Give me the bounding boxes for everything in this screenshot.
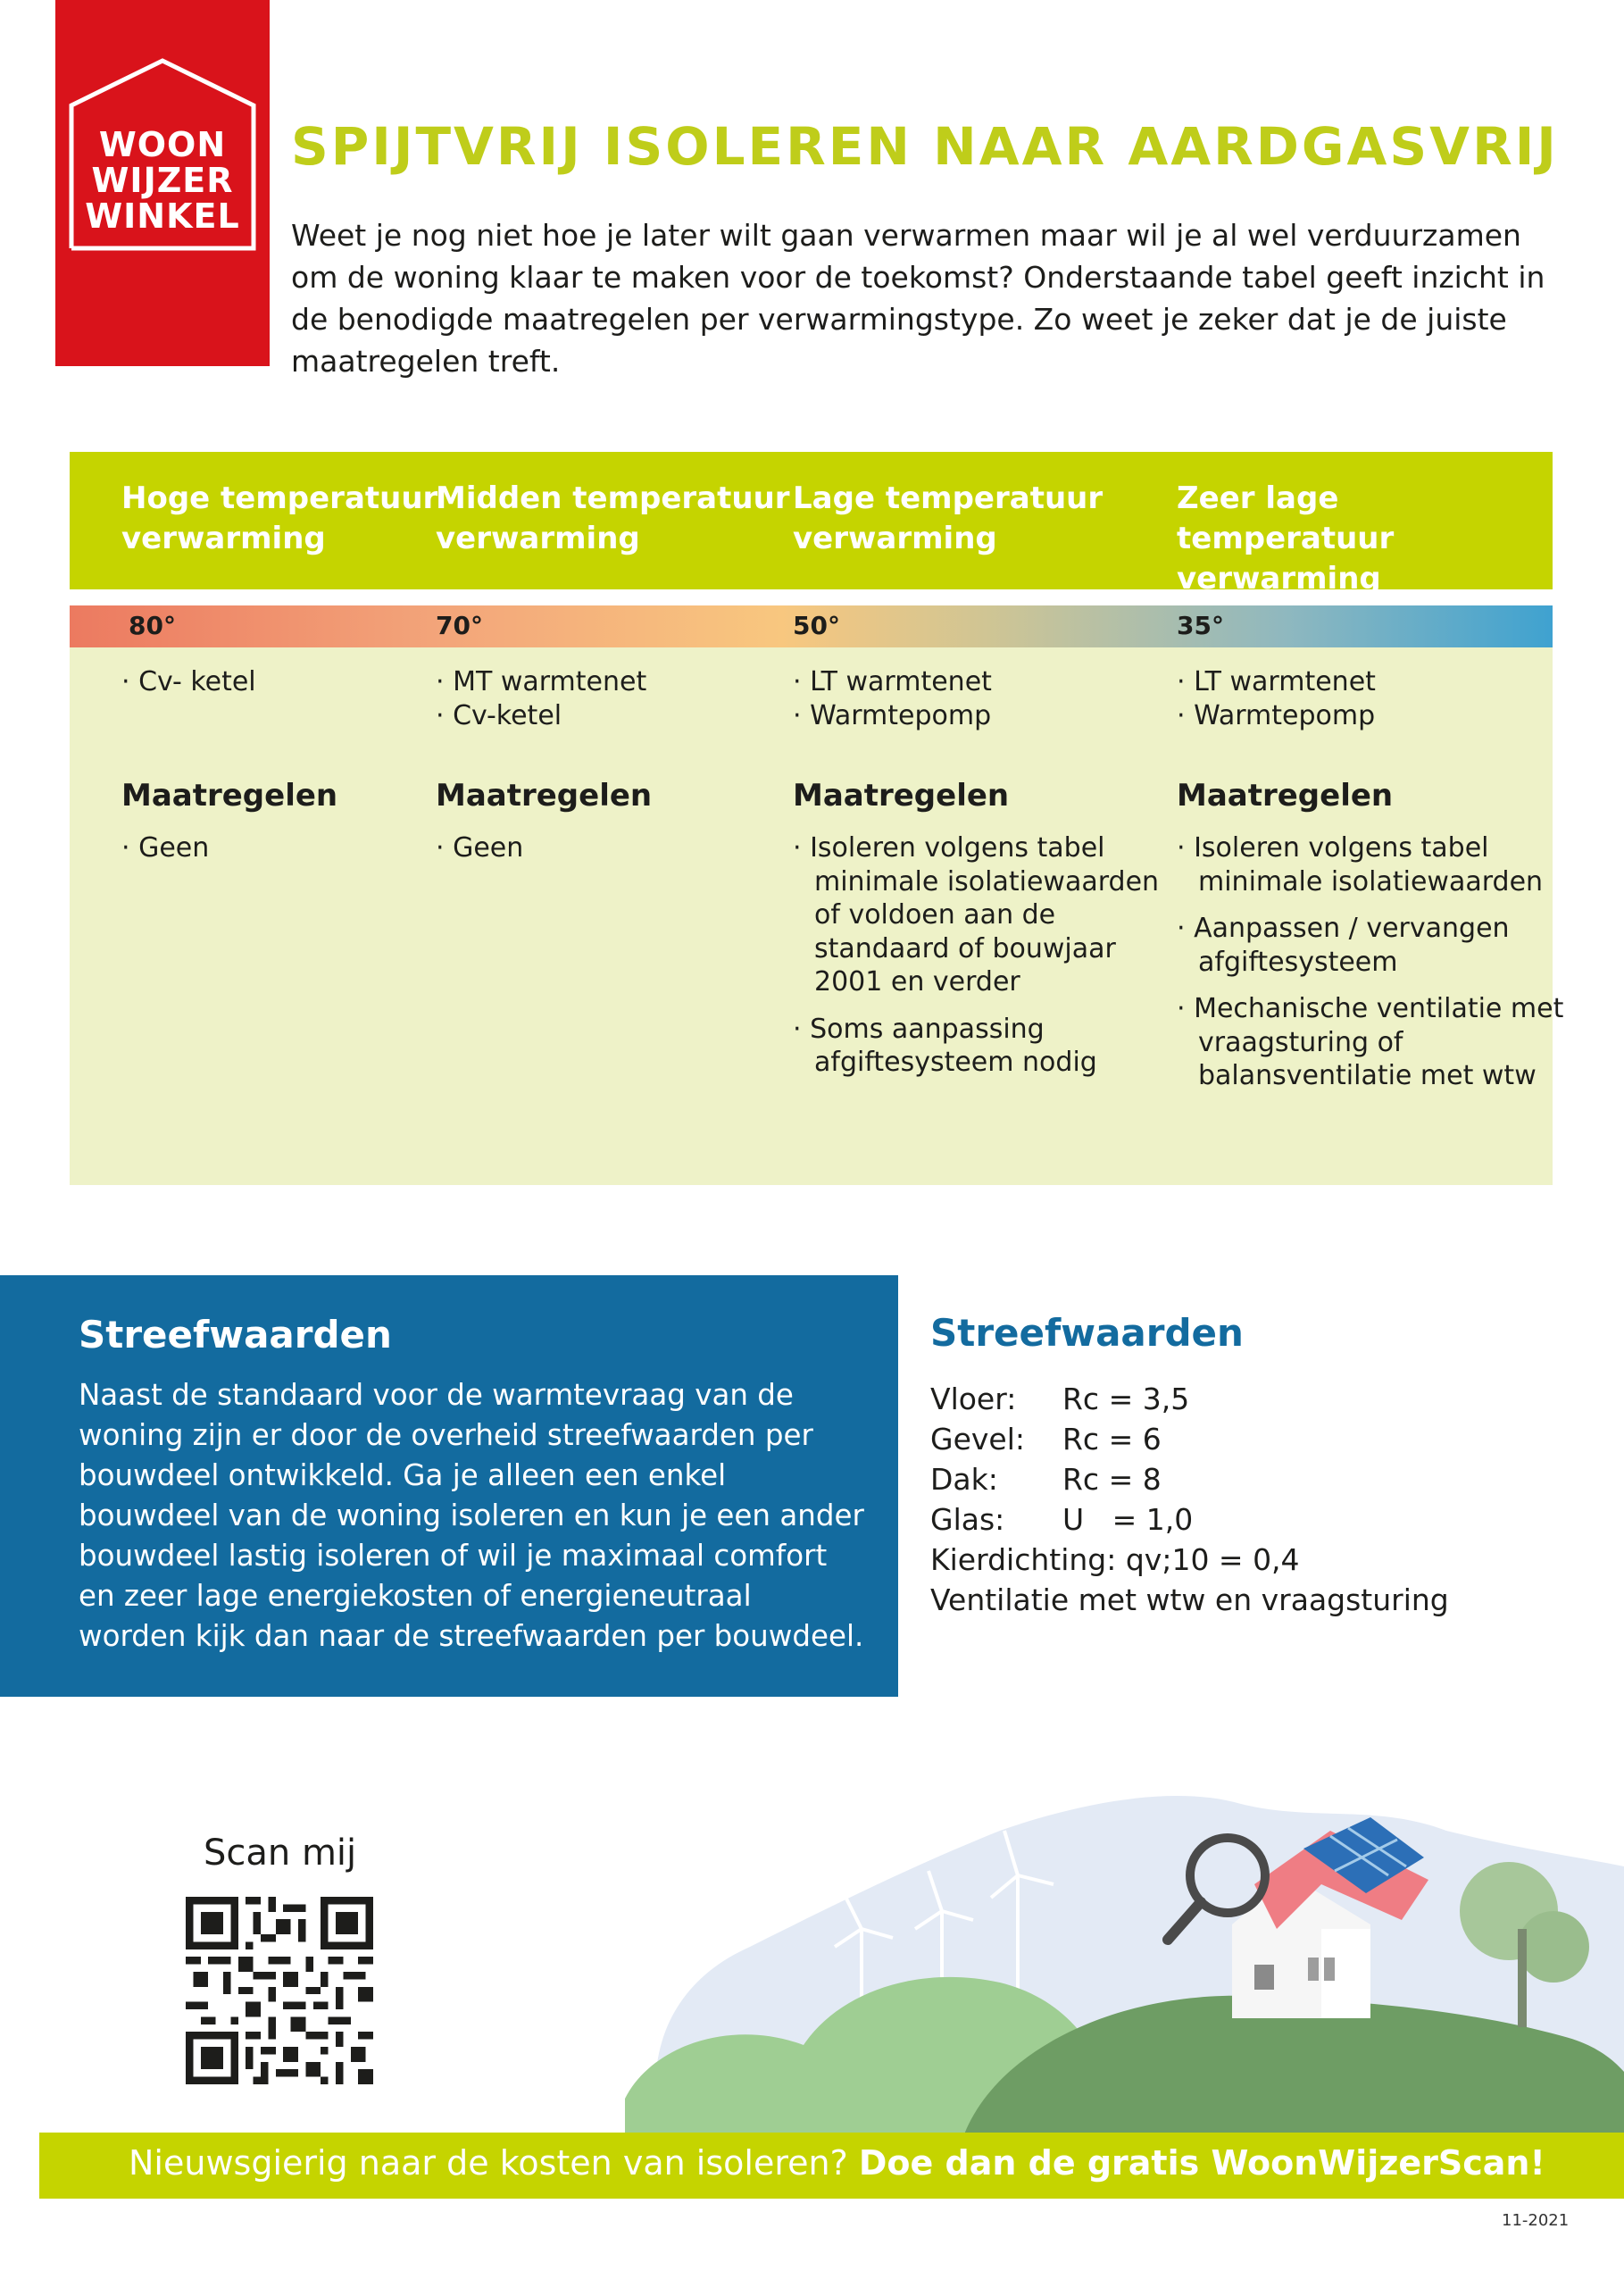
streefwaarde-row: Vloer: Rc = 3,5: [930, 1382, 1190, 1416]
temp-label-50: 50°: [793, 611, 840, 640]
system-item: · Warmtepomp: [793, 700, 992, 731]
kierdichting-text: Kierdichting: qv;10 = 0,4: [930, 1542, 1300, 1577]
house-window: [1308, 1958, 1319, 1981]
streefwaarden-box-text: Naast de standaard voor de warmtevraag van de woning zijn er door de overheid streefwaarden per bouwdeel ontwikkeld. Ga je alleen een enkel bouwdeel van de woning isoleren en kun je een ander bouwdeel lastig isoleren of wil je maximaal comfort en zeer lage energiekosten of energieneutraal worden kijk dan naar de streefwaarden per bouwdeel.: [79, 1378, 864, 1653]
measure-item: · Mechanische ventilatie met vraagsturing of balansventilatie met wtw: [1177, 993, 1564, 1091]
page-title: SPIJTVRIJ ISOLEREN NAAR AARDGASVRIJ: [291, 116, 1559, 177]
streefwaarden-list-title: Streefwaarden: [930, 1311, 1244, 1355]
measure-item: · Geen: [121, 832, 210, 864]
system-item: · Cv-ketel: [436, 700, 562, 731]
scan-label: Scan mij: [204, 1832, 357, 1874]
system-item: · LT warmtenet: [1177, 666, 1376, 697]
date-code: 11-2021: [1502, 2211, 1570, 2230]
column-heading-mid: Midden temperatuur verwarming: [436, 480, 790, 556]
streefwaarde-row: Dak: Rc = 8: [930, 1462, 1162, 1497]
house-door: [1254, 1965, 1274, 1990]
measure-item: · Soms aanpassing afgiftesysteem nodig: [793, 1013, 1097, 1078]
column-heading-very-low: Zeer lage temperatuur verwarming: [1177, 480, 1395, 597]
system-item: · LT warmtenet: [793, 666, 992, 697]
qr-code[interactable]: [186, 1897, 373, 2084]
temp-label-35: 35°: [1177, 611, 1224, 640]
logo-line-1: WOON: [98, 125, 227, 164]
streefwaarden-info-box: [0, 1275, 898, 1697]
temperature-gradient-bar: [70, 605, 1553, 647]
woonwijzerwinkel-logo: [55, 0, 270, 366]
measures-heading: Maatregelen: [793, 778, 1010, 814]
measure-item: · Geen: [436, 832, 524, 864]
column-very-low: [1177, 665, 1564, 1106]
footer-text: Nieuwsgierig naar de kosten van isoleren? Doe dan de gratis WoonWijzerScan!: [129, 2143, 1545, 2183]
ventilatie-text: Ventilatie met wtw en vraagsturing: [930, 1582, 1449, 1617]
temp-label-70: 70°: [436, 611, 483, 640]
measure-item: · Isoleren volgens tabel minimale isolatiewaarden: [1177, 832, 1544, 897]
house-landscape-illustration: [625, 1750, 1624, 2134]
column-heading-high: Hoge temperatuur verwarming: [121, 480, 438, 556]
measures-heading: Maatregelen: [1177, 778, 1394, 814]
logo-line-3: WINKEL: [85, 196, 240, 236]
system-item: · MT warmtenet: [436, 666, 647, 697]
column-low: [793, 665, 1160, 1093]
footer-call-to-action: Doe dan de gratis WoonWijzerScan!: [858, 2143, 1545, 2183]
heating-table-header: [70, 452, 1553, 597]
streefwaarden-box-title: Streefwaarden: [79, 1313, 392, 1357]
heating-table-body: [70, 647, 1564, 1185]
temp-label-80: 80°: [129, 611, 176, 640]
system-item: · Cv- ketel: [121, 666, 256, 697]
measure-item: · Isoleren volgens tabel minimale isolatiewaarden of voldoen aan de standaard of bouwjaar 2001 en verder: [793, 832, 1160, 998]
column-high: [121, 665, 416, 879]
measures-heading: Maatregelen: [121, 778, 338, 814]
measures-heading: Maatregelen: [436, 778, 653, 814]
logo-line-2: WIJZER: [91, 161, 234, 200]
intro-text: Weet je nog niet hoe je later wilt gaan verwarmen maar wil je al wel verduurzamen om de woning klaar te maken voor de toekomst? Onderstaande tabel geeft inzicht in de benodigde maatregelen per verwarmingstype. Zo weet je zeker dat je de juiste maatregelen treft.: [291, 218, 1545, 379]
column-heading-low: Lage temperatuur verwarming: [793, 480, 1103, 556]
tree-trunk: [1518, 1929, 1527, 2027]
measure-item: · Aanpassen / vervangen afgiftesysteem: [1177, 913, 1510, 978]
streefwaarde-row: Glas: U = 1,0: [930, 1502, 1194, 1537]
footer-banner[interactable]: [39, 2133, 1624, 2199]
streefwaarde-row: Gevel: Rc = 6: [930, 1422, 1162, 1457]
system-item: · Warmtepomp: [1177, 700, 1376, 731]
column-mid: [436, 665, 775, 879]
